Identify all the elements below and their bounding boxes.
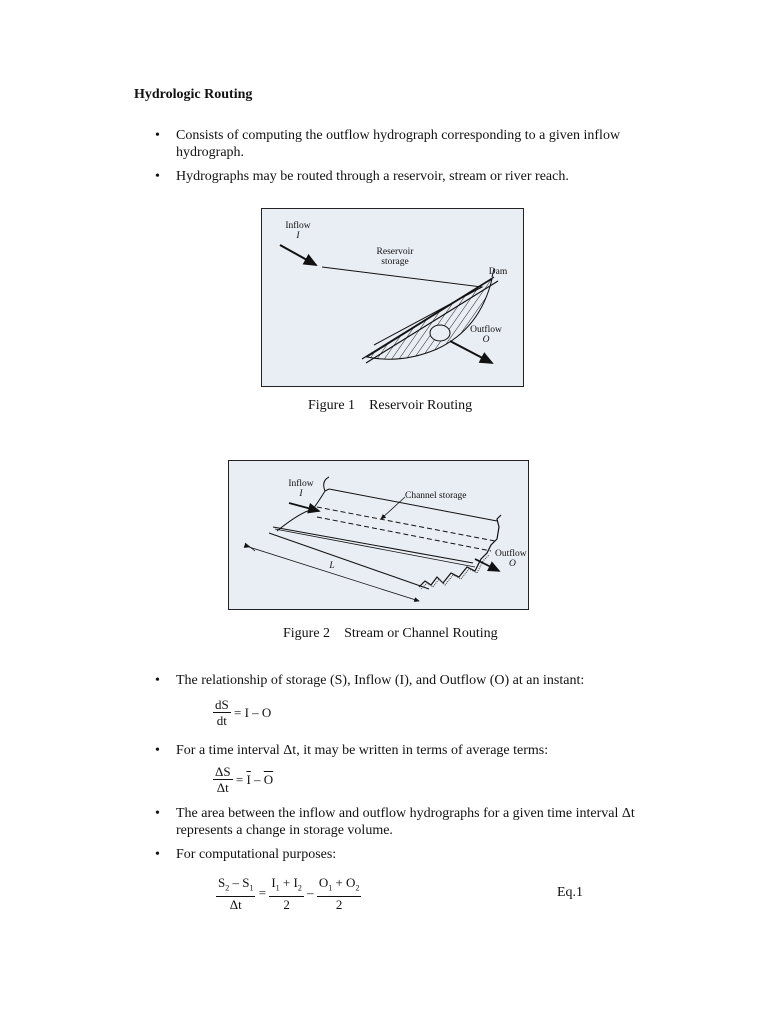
fig2-length-label: L (329, 561, 335, 571)
bullet-computational: • For computational purposes: (155, 846, 655, 863)
bullet-interval-list (155, 742, 655, 759)
bullet-relationship: • The relationship of storage (S), Inflow (I), and Outflow (O) at an instant: (155, 672, 655, 689)
equation-1: $\frac{S_2 - S_1}{\Delta t}$ = $\frac{I_1 + I_2}{2}$ – $\frac{O_1 + O_2}{2}$ (218, 875, 360, 912)
fig1-dam-label: Dam (488, 267, 508, 277)
fig2-inflow-label: Inflow I (288, 479, 314, 499)
bullet-time-interval: • For a time interval Δt, it may be written in terms of average terms: (155, 742, 655, 759)
page-heading: Hydrologic Routing (134, 87, 253, 102)
intro-bullet-list (155, 127, 655, 185)
fig1-storage-label: Reservoir storage (376, 247, 414, 267)
equation-instant: $\frac{dS}{dt}$ = I – O (215, 697, 272, 728)
equation-1-label: Eq.1 (557, 885, 584, 900)
channel-diagram (229, 461, 528, 609)
figure1-caption: Figure 1 Reservoir Routing (308, 398, 473, 413)
bullet-area-list (155, 805, 655, 863)
intro-bullet-2: • Hydrographs may be routed through a reservoir, stream or river reach. (155, 168, 655, 185)
fig1-inflow-label: Inflow I (285, 221, 311, 241)
outlet (430, 325, 450, 341)
bullet-area: • The area between the inflow and outflow hydrographs for a given time interval Δt represents a change in storage volume. (155, 805, 655, 839)
bullet-relationship-list (155, 672, 655, 689)
fig1-outflow-label: Outflow O (470, 325, 502, 345)
fig2-outflow-label: Outflow O (495, 549, 527, 569)
figure2-caption: Figure 2 Stream or Channel Routing (283, 626, 498, 641)
dam-body (367, 279, 492, 359)
fig2-storage-label: Channel storage (405, 491, 467, 501)
inflow-arrow (280, 245, 316, 265)
equation-average: $\frac{\Delta S}{\Delta t}$ = $\overline{I} - \overline{O}$ (215, 764, 274, 795)
intro-bullet-1: • Consists of computing the outflow hydrograph corresponding to a given inflow hydrograph. (155, 127, 655, 161)
channel-routing-figure (228, 460, 529, 610)
reservoir-routing-figure (261, 208, 524, 387)
